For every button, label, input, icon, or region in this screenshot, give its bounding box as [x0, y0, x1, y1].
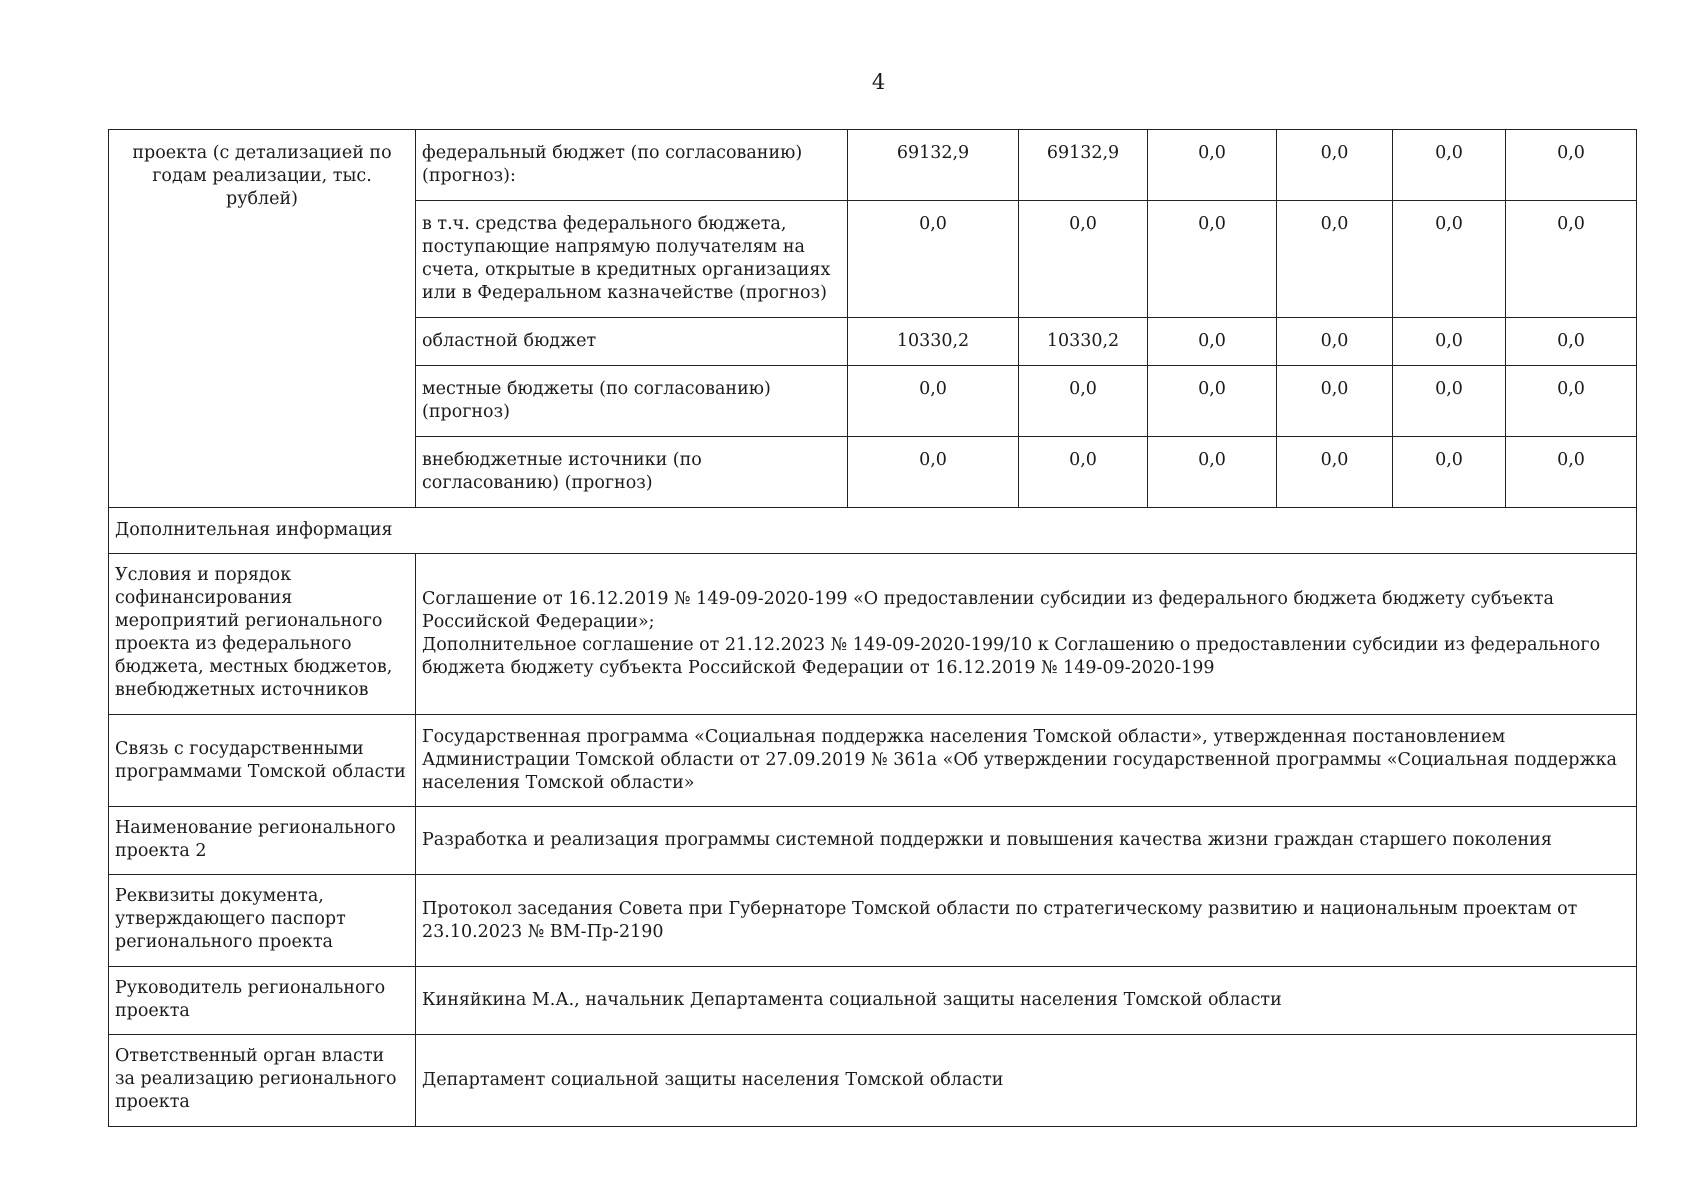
funding-value: 0,0 [1019, 366, 1148, 437]
funding-value: 0,0 [1277, 318, 1393, 366]
info-row [109, 554, 1637, 715]
funding-source-label: в т.ч. средства федерального бюджета, поступающие напрямую получателям на счета, открытые в кредитных организациях или в Федеральном казначействе (прогноз) [416, 201, 848, 318]
section-heading: Дополнительная информация [109, 508, 1637, 554]
funding-value: 0,0 [848, 437, 1019, 508]
section-heading-row [109, 508, 1637, 554]
funding-value: 0,0 [1506, 201, 1637, 318]
funding-value: 0,0 [1019, 201, 1148, 318]
funding-value: 0,0 [1277, 130, 1393, 201]
funding-value: 69132,9 [1019, 130, 1148, 201]
info-value: Протокол заседания Совета при Губернаторе Томской области по стратегическому развитию и национальным проектам от 23.10.2023 № ВМ-Пр-2190 [416, 875, 1637, 967]
page-number: 4 [871, 70, 886, 94]
table-row [109, 130, 1637, 201]
funding-value: 0,0 [1506, 318, 1637, 366]
funding-value: 0,0 [1277, 437, 1393, 508]
info-label: Ответственный орган власти за реализацию регионального проекта [109, 1035, 416, 1127]
info-row [109, 715, 1637, 807]
info-row [109, 967, 1637, 1035]
funding-value: 0,0 [848, 201, 1019, 318]
funding-value: 0,0 [1148, 437, 1277, 508]
info-value: Соглашение от 16.12.2019 № 149-09-2020-199 «О предоставлении субсидии из федерального бюджета бюджету субъекта Российской Федерации»; Дополнительное соглашение от 21.12.2023 № 149-09-2020-199/10 к Соглашению о предоставлении субсидии из федерального бюджета бюджету субъекта Российской Федерации от 16.12.2019 № 149-09-2020-199 [416, 554, 1637, 715]
funding-source-label: местные бюджеты (по согласованию) (прогноз) [416, 366, 848, 437]
funding-value: 0,0 [1148, 366, 1277, 437]
funding-value: 0,0 [1277, 366, 1393, 437]
info-row [109, 807, 1637, 875]
funding-value: 0,0 [1148, 130, 1277, 201]
funding-value: 0,0 [1148, 318, 1277, 366]
info-value: Разработка и реализация программы системной поддержки и повышения качества жизни граждан старшего поколения [416, 807, 1637, 875]
funding-value: 10330,2 [1019, 318, 1148, 366]
funding-value: 0,0 [1393, 437, 1506, 508]
project-passport-table [108, 129, 1637, 1127]
info-label: Руководитель регионального проекта [109, 967, 416, 1035]
info-label: Наименование регионального проекта 2 [109, 807, 416, 875]
funding-source-label: внебюджетные источники (по согласованию) (прогноз) [416, 437, 848, 508]
funding-value: 0,0 [1506, 437, 1637, 508]
funding-value: 0,0 [1506, 130, 1637, 201]
funding-value: 0,0 [1506, 366, 1637, 437]
info-value: Департамент социальной защиты населения Томской области [416, 1035, 1637, 1127]
funding-source-label: областной бюджет [416, 318, 848, 366]
funding-value: 0,0 [1148, 201, 1277, 318]
info-value: Киняйкина М.А., начальник Департамента социальной защиты населения Томской области [416, 967, 1637, 1035]
funding-value: 0,0 [1393, 201, 1506, 318]
info-label: Связь с государственными программами Томской области [109, 715, 416, 807]
funding-value: 0,0 [848, 366, 1019, 437]
funding-source-label: федеральный бюджет (по согласованию) (прогноз): [416, 130, 848, 201]
funding-value: 10330,2 [848, 318, 1019, 366]
info-row [109, 1035, 1637, 1127]
info-label: Условия и порядок софинансирования мероприятий регионального проекта из федерального бюджета, местных бюджетов, внебюджетных источников [109, 554, 416, 715]
funding-value: 0,0 [1019, 437, 1148, 508]
info-value: Государственная программа «Социальная поддержка населения Томской области», утвержденная постановлением Администрации Томской области от 27.09.2019 № 361а «Об утверждении государственной программы «Социальная поддержка населения Томской области» [416, 715, 1637, 807]
funding-value: 69132,9 [848, 130, 1019, 201]
funding-value: 0,0 [1393, 318, 1506, 366]
funding-value: 0,0 [1393, 130, 1506, 201]
funding-row-label: проекта (с детализацией по годам реализации, тыс. рублей) [109, 130, 416, 508]
info-row [109, 875, 1637, 967]
info-label: Реквизиты документа, утверждающего паспорт регионального проекта [109, 875, 416, 967]
funding-value: 0,0 [1393, 366, 1506, 437]
funding-value: 0,0 [1277, 201, 1393, 318]
